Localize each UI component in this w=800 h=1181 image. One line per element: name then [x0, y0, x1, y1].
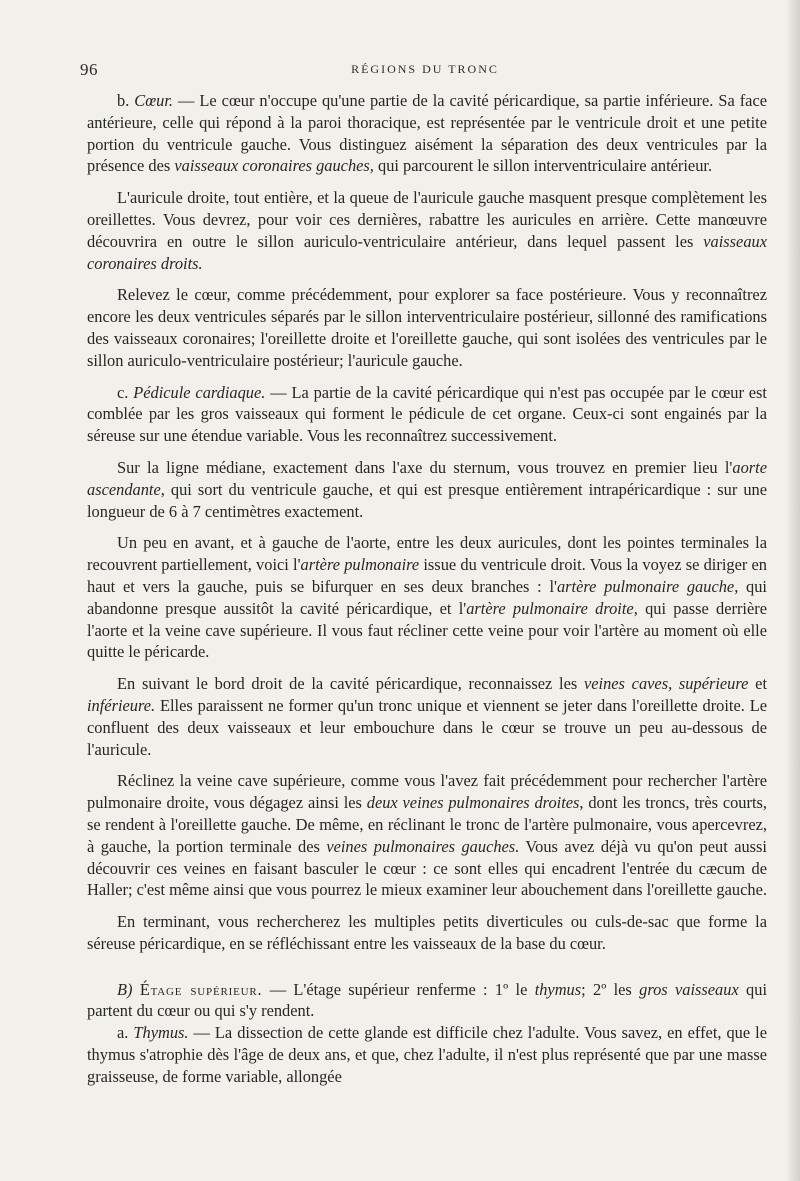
- running-title: RÉGIONS DU TRONC: [351, 62, 499, 76]
- section-label: B): [117, 979, 133, 999]
- page-number: 96: [80, 60, 98, 79]
- section-label: a.: [117, 1023, 129, 1043]
- paragraph: En suivant le bord droit de la cavité péricardique, reconnaissez les veines caves, supérieure et inférieure. Elles paraissent ne former qu'un tronc unique et viennent se jeter dans l'oreillette droite. Le confluent des deux vaisseaux et leur embouchure dans le cœur se trouve un peu au-dessous de l'auricule.: [87, 674, 767, 759]
- section-heading: Étage supérieur.: [139, 979, 263, 999]
- section-heading: Cœur.: [134, 91, 174, 110]
- paragraph-etage-superieur: B) Étage supérieur. — L'étage supérieur renferme : 1º le thymus; 2º les gros vaisseaux qui partent du cœur ou qui s'y rendent.: [87, 979, 768, 1021]
- section-label: b.: [117, 91, 130, 110]
- paragraph: Sur la ligne médiane, exactement dans l'axe du sternum, vous trouvez en premier lieu l'aorte ascendante, qui sort du ventricule gauche, et qui est presque entièrement intrapéricardique : sur une longueur de 6 à 7 centimètres exactement.: [87, 457, 767, 521]
- section-label: c.: [117, 382, 129, 402]
- section-heading: Thymus.: [133, 1023, 189, 1043]
- body-text: [87, 90, 767, 1088]
- paragraph-thymus: a. Thymus. — La dissection de cette glande est difficile chez l'adulte. Vous savez, en effet, que le thymus s'atrophie dès l'âge de deux ans, et que, chez l'adulte, il n'est plus représenté que par une masse graisseuse, de forme variable, allongée: [87, 1023, 767, 1086]
- paragraph-coeur: b. Cœur. — Le cœur n'occupe qu'une partie de la cavité péricardique, sa partie inférieure. Sa face antérieure, celle qui répond à la paroi thoracique, est représentée par le ventricule droit et une petite portion du ventricule gauche. Vous distinguez aisément la séparation des deux ventricules par la présence des vaisseaux coronaires gauches, qui parcourent le sillon interventriculaire antérieur.: [87, 91, 767, 176]
- paragraph-pedicule: c. Pédicule cardiaque. — La partie de la cavité péricardique qui n'est pas occupée par le cœur est comblée par les gros vaisseaux qui forment le pédicule de cet organe. Ceux-ci sont engainés par la séreuse sur une étendue variable. Vous les reconnaîtrez successivement.: [87, 382, 767, 446]
- paragraph: Relevez le cœur, comme précédemment, pour explorer sa face postérieure. Vous y reconnaîtrez encore les deux ventricules séparés par le sillon interventriculaire postérieur, sillonné des ramifications des vaisseaux coronaires; l'oreillette droite et l'oreillette gauche, qui sont isolées des ventricules par le sillon auriculo-ventriculaire postérieur; l'auricule gauche.: [87, 285, 767, 370]
- section-heading: Pédicule cardiaque.: [133, 382, 266, 402]
- paragraph: En terminant, vous rechercherez les multiples petits diverticules ou culs-de-sac que forme la séreuse péricardique, en se réfléchissant entre les vaisseaux de la base du cœur.: [87, 912, 767, 953]
- paragraph: Un peu en avant, et à gauche de l'aorte, entre les deux auricules, dont les pointes terminales la recouvrent partiellement, voici l'artère pulmonaire issue du ventricule droit. Vous la voyez se diriger en haut et vers la gauche, puis se bifurquer en ses deux branches : l'artère pulmonaire gauche, qui abandonne presque aussitôt la cavité péricardique, et l'artère pulmonaire droite, qui passe derrière l'aorte et la veine cave supérieure. Il vous faut récliner cette veine pour voir l'artère au moment où elle quitte le péricarde.: [87, 533, 767, 662]
- paragraph: L'auricule droite, tout entière, et la queue de l'auricule gauche masquent presque complètement les oreillettes. Vous devrez, pour voir ces dernières, rabattre les auricules en arrière. Cette manœuvre découvrira en outre le sillon auriculo-ventriculaire antérieur, dans lequel passent les vaisseaux coronaires droits.: [87, 188, 767, 273]
- page-edge-shadow: [786, 0, 800, 1181]
- paragraph: Réclinez la veine cave supérieure, comme vous l'avez fait précédemment pour rechercher l'artère pulmonaire droite, vous dégagez ainsi les deux veines pulmonaires droites, dont les troncs, très courts, se rendent à l'oreillette gauche. De même, en réclinant le tronc de l'artère pulmonaire, vous apercevrez, à gauche, la portion terminale des veines pulmonaires gauches. Vous avez déjà vu qu'on peut aussi découvrir ces veines en faisant basculer le cœur : ce sont elles qui encadrent l'entrée du cæcum de Haller; c'est même ainsi que vous pourrez le mieux examiner leur abouchement dans l'oreillette gauche.: [87, 771, 767, 900]
- page-header: [80, 60, 770, 84]
